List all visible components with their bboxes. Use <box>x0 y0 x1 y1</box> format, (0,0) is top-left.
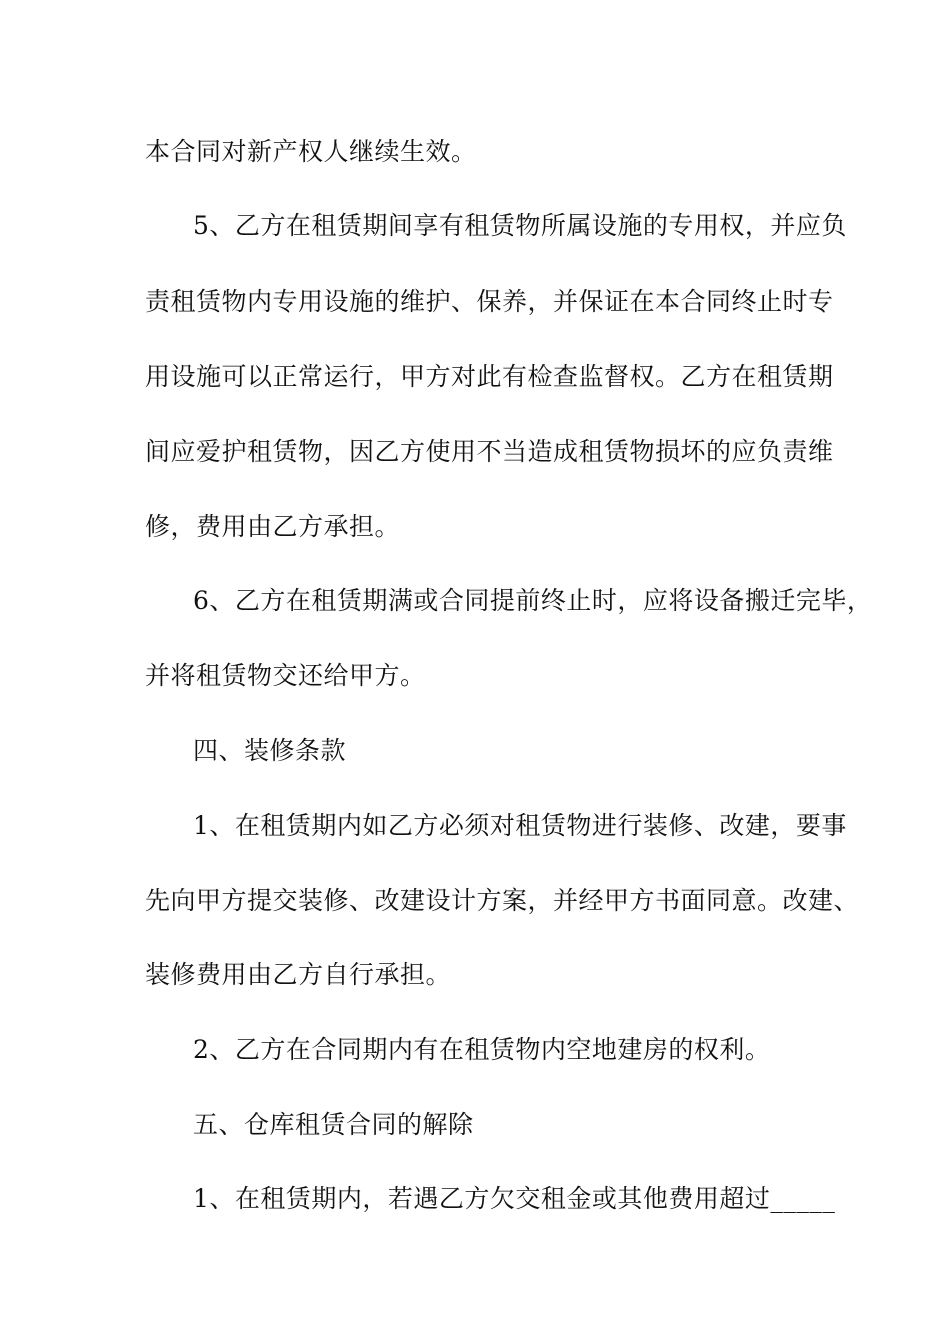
text-line: 装修费用由乙方自行承担。 <box>145 960 452 989</box>
text-line: 本合同对新产权人继续生效。 <box>145 137 477 166</box>
text-line: 1、在租赁期内如乙方必须对租赁物进行装修、改建，要事 <box>193 811 847 840</box>
text-line: 间应爱护租赁物，因乙方使用不当造成租赁物损坏的应负责维 <box>145 437 834 466</box>
document-page <box>145 0 873 1344</box>
text-line: 先向甲方提交装修、改建设计方案，并经甲方书面同意。改建、 <box>145 886 860 915</box>
text-line: 6、乙方在租赁期满或合同提前终止时，应将设备搬迁完毕， <box>193 586 873 615</box>
section-heading: 四、装修条款 <box>193 736 347 765</box>
text-line: 责租赁物内专用设施的维护、保养，并保证在本合同终止时专 <box>145 287 834 316</box>
text-line: 并将租赁物交还给甲方。 <box>145 661 426 690</box>
text-line: 1、在租赁期内，若遇乙方欠交租金或其他费用超过_____ <box>193 1184 836 1213</box>
text-line: 修，费用由乙方承担。 <box>145 512 401 541</box>
text-line: 5、乙方在租赁期间享有租赁物所属设施的专用权，并应负 <box>193 211 847 240</box>
text-line: 2、乙方在合同期内有在租赁物内空地建房的权利。 <box>193 1035 771 1064</box>
text-line: 用设施可以正常运行，甲方对此有检查监督权。乙方在租赁期 <box>145 362 834 391</box>
section-heading: 五、仓库租赁合同的解除 <box>193 1110 474 1139</box>
